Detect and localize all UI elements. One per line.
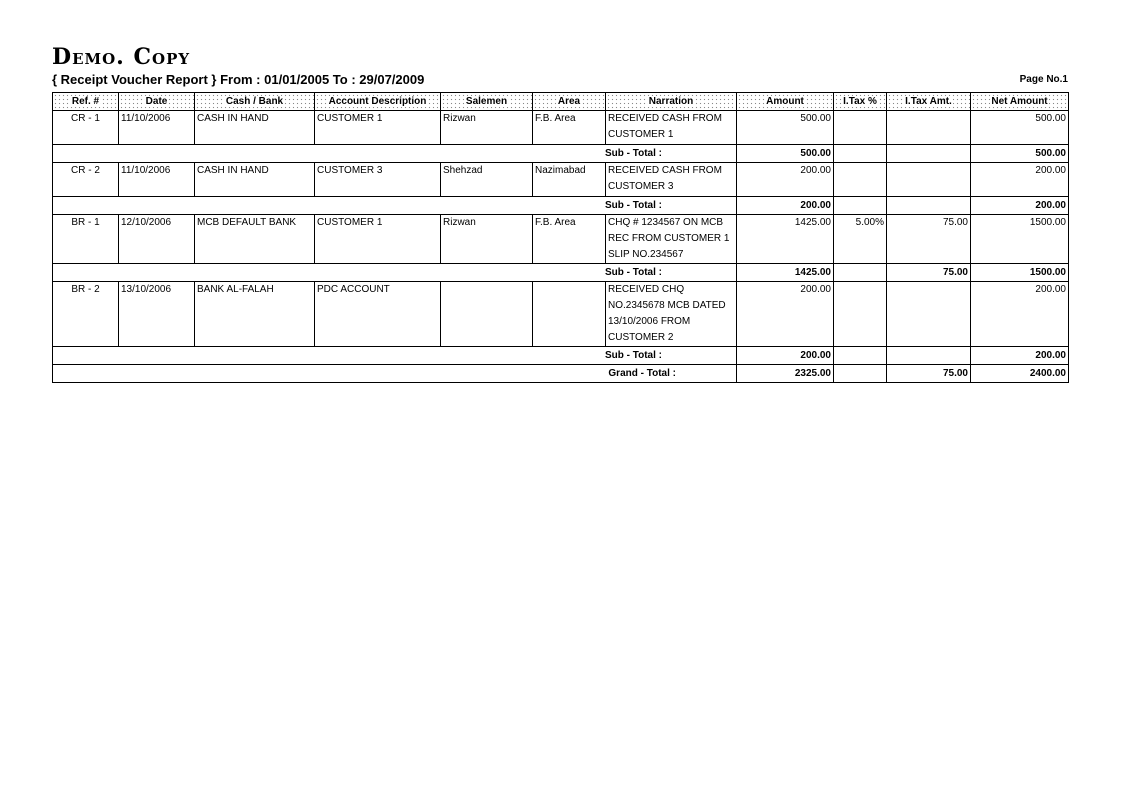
subtotal-itax-amt	[887, 145, 971, 163]
itax-amt-cell	[887, 163, 971, 197]
grand-total-row	[53, 365, 1069, 383]
column-header: Amount	[737, 93, 834, 111]
itax-pct-cell	[834, 111, 887, 145]
ref-cell: BR - 1	[53, 215, 119, 264]
subtotal-amount: 200.00	[737, 197, 834, 215]
cash-bank-cell: CASH IN HAND	[195, 111, 315, 145]
subtotal-itax-pct	[834, 197, 887, 215]
date-cell: 13/10/2006	[119, 282, 195, 347]
date-cell: 12/10/2006	[119, 215, 195, 264]
subtotal-row	[53, 197, 1069, 215]
narration-line: RECEIVED CASH FROM	[608, 113, 722, 124]
subtotal-itax-amt	[887, 347, 971, 365]
ref-cell: BR - 2	[53, 282, 119, 347]
subtotal-net: 1500.00	[971, 264, 1069, 282]
area-cell	[533, 282, 606, 347]
column-header: Net Amount	[971, 93, 1069, 111]
account-cell: CUSTOMER 1	[315, 111, 441, 145]
column-header: Salemen	[441, 93, 533, 111]
subtotal-itax-amt	[887, 197, 971, 215]
subtotal-itax-amt: 75.00	[887, 264, 971, 282]
salesman-cell: Shehzad	[441, 163, 533, 197]
subtotal-itax-pct	[834, 264, 887, 282]
page-number: Page No.1	[1019, 74, 1068, 85]
net-amount-cell: 200.00	[971, 163, 1069, 197]
column-header: I.Tax Amt.	[887, 93, 971, 111]
narration-cell	[606, 215, 737, 264]
subtotal-amount: 200.00	[737, 347, 834, 365]
narration-line: CHQ # 1234567 ON MCB	[608, 217, 724, 228]
narration-line: RECEIVED CASH FROM	[608, 165, 722, 176]
salesman-cell	[441, 282, 533, 347]
subtotal-label: Sub - Total :	[53, 264, 737, 282]
amount-cell: 200.00	[737, 282, 834, 347]
grand-total-label: Grand - Total :	[53, 365, 737, 383]
amount-cell: 1425.00	[737, 215, 834, 264]
table-row	[53, 215, 1069, 264]
narration-line: CUSTOMER 1	[608, 129, 674, 140]
net-amount-cell: 200.00	[971, 282, 1069, 347]
table-row	[53, 163, 1069, 197]
date-cell: 11/10/2006	[119, 111, 195, 145]
subtotal-itax-pct	[834, 347, 887, 365]
grand-total-amount: 2325.00	[737, 365, 834, 383]
narration-line: SLIP NO.234567	[608, 249, 684, 260]
narration-cell	[606, 282, 737, 347]
narration-line: REC FROM CUSTOMER 1	[608, 233, 730, 244]
column-header: Ref. #	[53, 93, 119, 111]
date-cell: 11/10/2006	[119, 163, 195, 197]
area-cell: F.B. Area	[533, 215, 606, 264]
subtotal-label: Sub - Total :	[53, 145, 737, 163]
cash-bank-cell: BANK AL-FALAH	[195, 282, 315, 347]
ref-cell: CR - 1	[53, 111, 119, 145]
subtotal-itax-pct	[834, 145, 887, 163]
column-header: I.Tax %	[834, 93, 887, 111]
grand-total-itax-pct	[834, 365, 887, 383]
table-header-row	[53, 93, 1069, 111]
grand-total-net: 2400.00	[971, 365, 1069, 383]
area-cell: F.B. Area	[533, 111, 606, 145]
subtotal-net: 500.00	[971, 145, 1069, 163]
cash-bank-cell: CASH IN HAND	[195, 163, 315, 197]
cash-bank-cell: MCB DEFAULT BANK	[195, 215, 315, 264]
narration-cell	[606, 163, 737, 197]
subtotal-row	[53, 264, 1069, 282]
column-header: Narration	[606, 93, 737, 111]
table-row	[53, 111, 1069, 145]
itax-pct-cell	[834, 282, 887, 347]
column-header: Cash / Bank	[195, 93, 315, 111]
column-header: Date	[119, 93, 195, 111]
itax-amt-cell	[887, 282, 971, 347]
table-row	[53, 282, 1069, 347]
account-cell: CUSTOMER 1	[315, 215, 441, 264]
narration-line: 13/10/2006 FROM	[608, 316, 691, 327]
subtotal-row	[53, 347, 1069, 365]
subtotal-net: 200.00	[971, 197, 1069, 215]
column-header: Area	[533, 93, 606, 111]
net-amount-cell: 500.00	[971, 111, 1069, 145]
subtotal-amount: 1425.00	[737, 264, 834, 282]
itax-amt-cell: 75.00	[887, 215, 971, 264]
brand-watermark-title: Demo. Copy	[52, 44, 191, 70]
grand-total-itax-amt: 75.00	[887, 365, 971, 383]
narration-line: CUSTOMER 2	[608, 332, 674, 343]
itax-pct-cell: 5.00%	[834, 215, 887, 264]
itax-pct-cell	[834, 163, 887, 197]
itax-amt-cell	[887, 111, 971, 145]
amount-cell: 500.00	[737, 111, 834, 145]
subtotal-label: Sub - Total :	[53, 347, 737, 365]
subtotal-row	[53, 145, 1069, 163]
report-title: { Receipt Voucher Report } From : 01/01/2005 To : 29/07/2009	[52, 72, 425, 87]
amount-cell: 200.00	[737, 163, 834, 197]
ref-cell: CR - 2	[53, 163, 119, 197]
narration-line: CUSTOMER 3	[608, 181, 674, 192]
account-cell: PDC ACCOUNT	[315, 282, 441, 347]
receipt-voucher-table	[52, 92, 1069, 383]
narration-line: RECEIVED CHQ	[608, 284, 685, 295]
account-cell: CUSTOMER 3	[315, 163, 441, 197]
salesman-cell: Rizwan	[441, 111, 533, 145]
subtotal-label: Sub - Total :	[53, 197, 737, 215]
column-header: Account Description	[315, 93, 441, 111]
area-cell: Nazimabad	[533, 163, 606, 197]
subtotal-net: 200.00	[971, 347, 1069, 365]
narration-cell	[606, 111, 737, 145]
subtotal-amount: 500.00	[737, 145, 834, 163]
salesman-cell: Rizwan	[441, 215, 533, 264]
net-amount-cell: 1500.00	[971, 215, 1069, 264]
narration-line: NO.2345678 MCB DATED	[608, 300, 726, 311]
